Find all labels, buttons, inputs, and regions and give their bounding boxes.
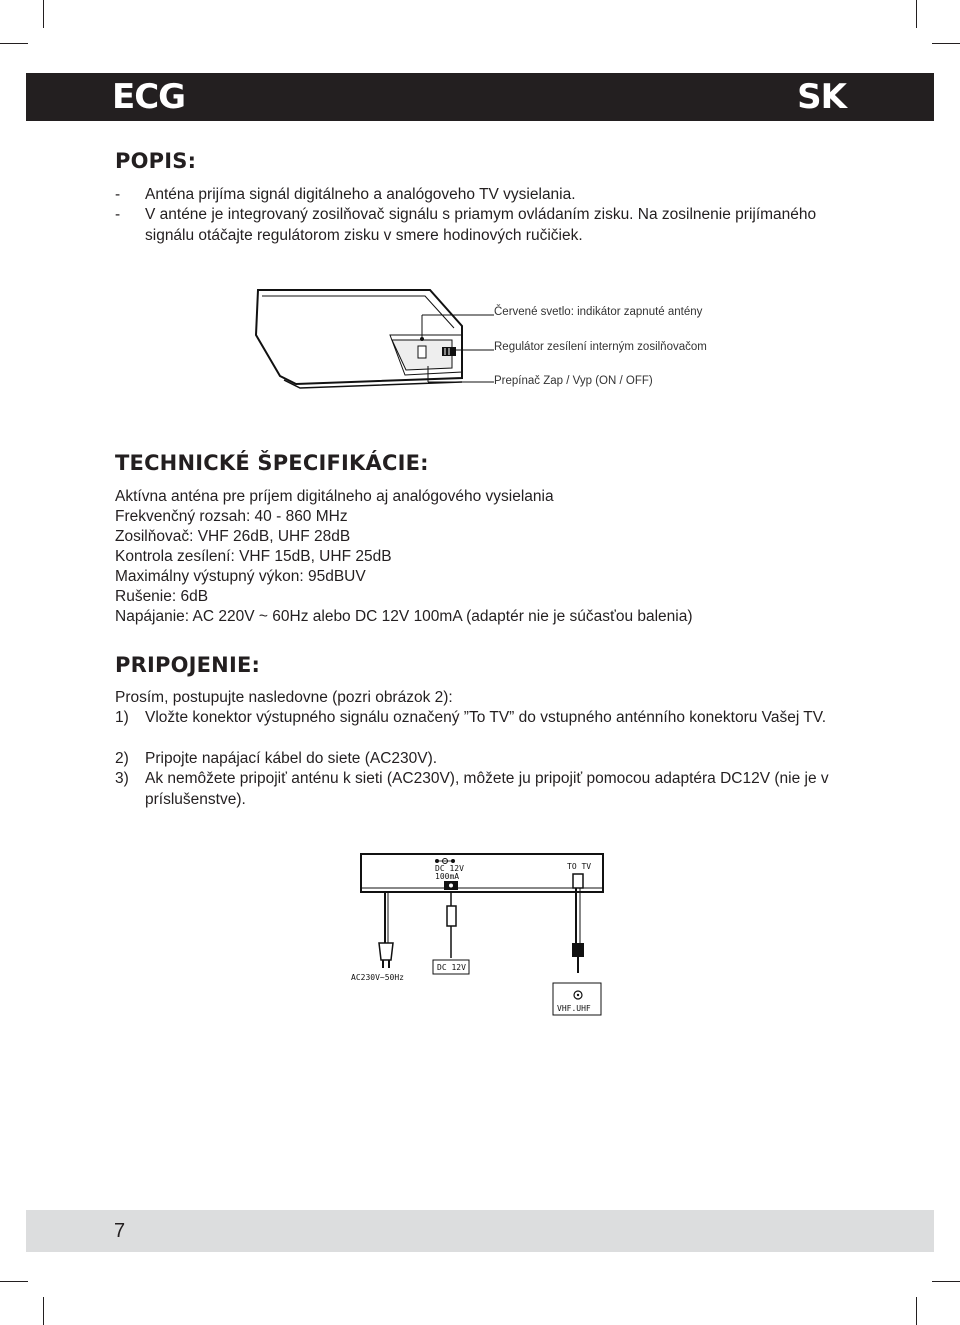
crop-mark xyxy=(0,43,28,44)
step-marker: 2) xyxy=(115,750,129,767)
popis-title: POPIS: xyxy=(115,149,197,173)
pripojenie-title: PRIPOJENIE: xyxy=(115,653,261,677)
brand-logo: ECG xyxy=(112,77,186,117)
header-bar xyxy=(26,73,934,121)
ac-label: AC230V~50Hz xyxy=(351,973,404,982)
spec-line: Maximálny výstupný výkon: 95dBUV xyxy=(115,568,366,585)
list-marker: - xyxy=(115,206,121,223)
step-text: Vložte konektor výstupného signálu označený ”To TV” do vstupného anténního konektoru Vašej TV. xyxy=(145,709,827,726)
spec-line: Aktívna anténa pre príjem digitálneho aj analógového vysielania xyxy=(115,488,554,505)
switch-icon xyxy=(418,346,426,358)
step-text: Ak nemôžete pripojiť anténu k sieti (AC230V), môžete ju pripojiť pomocou adaptéra DC12V (nie je v príslušenstve). xyxy=(145,770,829,808)
to-tv-label: TO TV xyxy=(567,862,592,871)
dc-plug-icon xyxy=(447,906,456,926)
list-text: Anténa prijíma signál digitálneho a analógoveho TV vysielania. xyxy=(145,186,576,203)
vhf-uhf-label: VHF.UHF xyxy=(557,1004,591,1013)
dc-label-current: 100mA xyxy=(435,872,460,881)
dc-label-top: DC 12V xyxy=(435,864,464,873)
dc-adapter-label: DC 12V xyxy=(437,963,466,972)
step-item xyxy=(115,708,855,729)
pripojenie-intro: Prosím, postupujte nasledovne (pozri obrázok 2): xyxy=(115,689,453,706)
step-marker: 1) xyxy=(115,709,129,726)
callout-led: Červené svetlo: indikátor zapnuté antény xyxy=(494,306,703,318)
crop-mark xyxy=(932,43,960,44)
callout-gain: Regulátor zesílení interným zosilňovačom xyxy=(494,341,707,353)
spec-line: Kontrola zesílení: VHF 15dB, UHF 25dB xyxy=(115,548,392,565)
list-item xyxy=(115,205,855,246)
callout-switch: Prepínač Zap / Vyp (ON / OFF) xyxy=(494,375,653,387)
spec-line: Zosilňovač: VHF 26dB, UHF 28dB xyxy=(115,528,351,545)
page-number: 7 xyxy=(114,1220,126,1242)
spec-line: Napájanie: AC 220V ~ 60Hz alebo DC 12V 100mA (adaptér nie je súčasťou balenia) xyxy=(115,608,693,625)
spec-line: Frekvenčný rozsah: 40 - 860 MHz xyxy=(115,508,348,525)
spec-line: Rušenie: 6dB xyxy=(115,588,209,605)
language-code: SK xyxy=(797,77,846,117)
antenna-figure xyxy=(240,280,500,400)
antenna-body-inner xyxy=(262,296,454,328)
list-text: V anténe je integrovaný zosilňovač signálu s priamym ovládaním zisku. Na zosilnenie prijímaného signálu otáčajte regulátorom zisku v smere hodinových ručičiek. xyxy=(145,206,817,244)
ac-plug-icon xyxy=(379,943,393,960)
connection-figure xyxy=(345,848,615,1023)
coax-plug-icon xyxy=(572,943,584,957)
list-item xyxy=(115,185,855,206)
crop-mark xyxy=(43,0,44,28)
crop-mark xyxy=(0,1281,28,1282)
tv-out-jack-icon xyxy=(573,874,583,888)
antenna-rear xyxy=(361,854,603,892)
step-item xyxy=(115,769,855,810)
led-icon xyxy=(420,337,424,341)
footer-bar xyxy=(26,1210,934,1252)
crop-mark xyxy=(43,1297,44,1325)
specs-title: TECHNICKÉ ŠPECIFIKÁCIE: xyxy=(115,451,429,475)
antenna-body xyxy=(256,290,462,384)
step-marker: 3) xyxy=(115,770,129,787)
step-text: Pripojte napájací kábel do siete (AC230V). xyxy=(145,750,438,767)
crop-mark xyxy=(916,1297,917,1325)
crop-mark xyxy=(932,1281,960,1282)
specs-list xyxy=(115,487,693,627)
crop-mark xyxy=(916,0,917,28)
step-item xyxy=(115,749,855,770)
list-marker: - xyxy=(115,186,121,203)
